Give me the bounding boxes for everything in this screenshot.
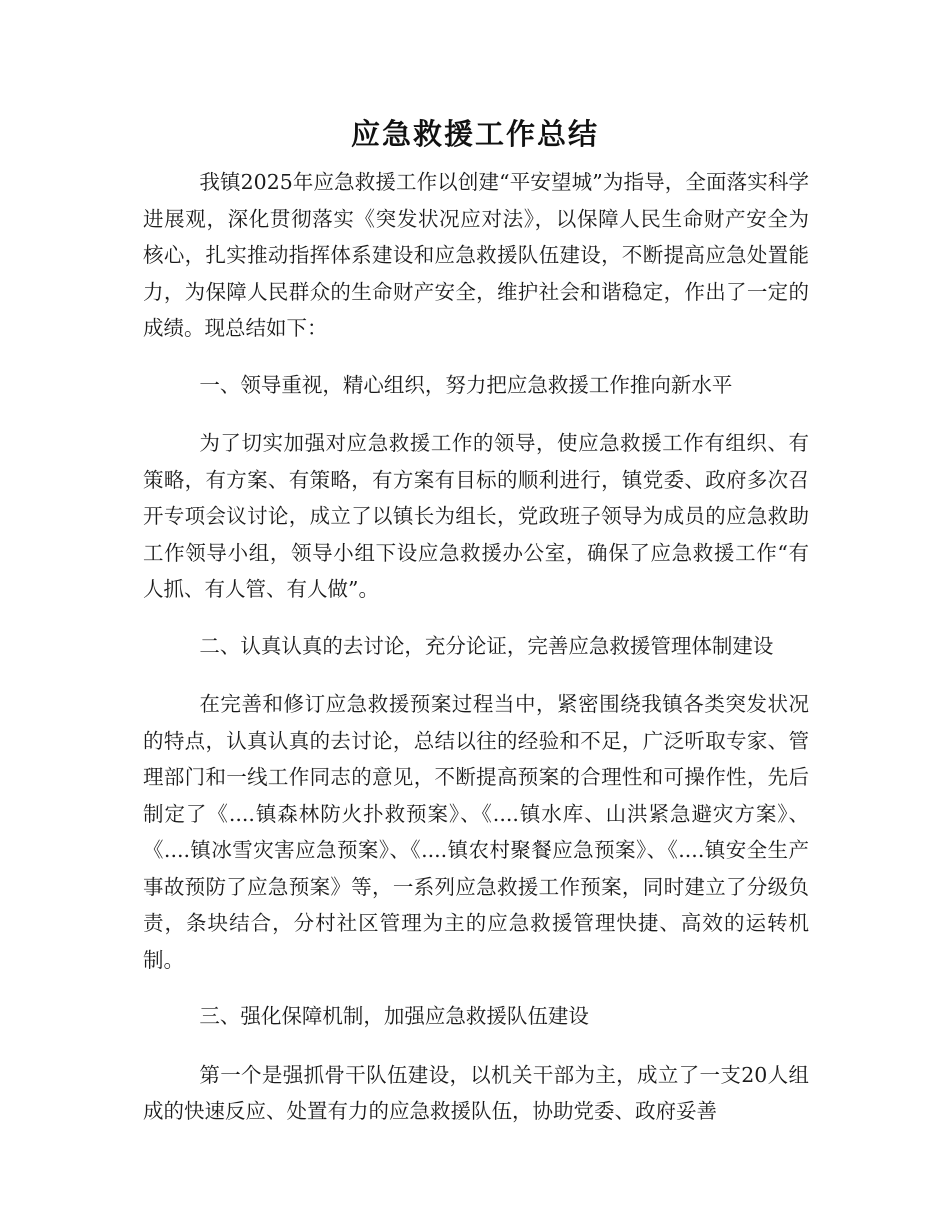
section-paragraph-3: 第一个是强抓骨干队伍建设，以机关干部为主，成立了一支20人组成的快速反应、处置有力的应急救援队伍，协助党委、政府妥善 xyxy=(143,1062,809,1123)
intro-paragraph: 我镇2025年应急救援工作以创建“平安望城”为指导，全面落实科学进展观，深化贯彻落实《突发状况应对法》，以保障人民生命财产安全为核心，扎实推动指挥体系建设和应急救援队伍建设，不断提高应急处置能力，为保障人民群众的生命财产安全，维护社会和谐稳定，作出了一定的成绩。现总结如下： xyxy=(143,170,809,340)
document-body xyxy=(143,164,809,1150)
document-title: 应急救援工作总结 xyxy=(350,117,599,151)
section-heading-2: 二、认真认真的去讨论，充分论证，完善应急救援管理体制建设 xyxy=(199,633,774,658)
section-paragraph-2: 在完善和修订应急救援预案过程当中，紧密围绕我镇各类突发状况的特点，认真认真的去讨论，总结以往的经验和不足，广泛听取专家、管理部门和一线工作同志的意见，不断提高预案的合理性和可操作性，先后制定了《....镇森林防火扑救预案》、《....镇水库、山洪紧急避灾方案》、《....镇冰雪灾害应急预案》、《....镇农村聚餐应急预案》、《....镇安全生产事故预防了应急预案》等，一系列应急救援工作预案，同时建立了分级负责，条块结合，分村社区管理为主的应急救援管理快捷、高效的运转机制。 xyxy=(143,692,809,972)
section-heading-3: 三、强化保障机制，加强应急救援队伍建设 xyxy=(199,1004,589,1028)
section-heading-1: 一、领导重视，精心组织，努力把应急救援工作推向新水平 xyxy=(199,372,733,397)
section-paragraph-1: 为了切实加强对应急救援工作的领导，使应急救援工作有组织、有策略，有方案、有策略，有方案有目标的顺利进行，镇党委、政府多次召开专项会议讨论，成立了以镇长为组长，党政班子领导为成员的应急救助工作领导小组，领导小组下设应急救援办公室，确保了应急救援工作“有人抓、有人管、有人做”。 xyxy=(143,431,809,601)
